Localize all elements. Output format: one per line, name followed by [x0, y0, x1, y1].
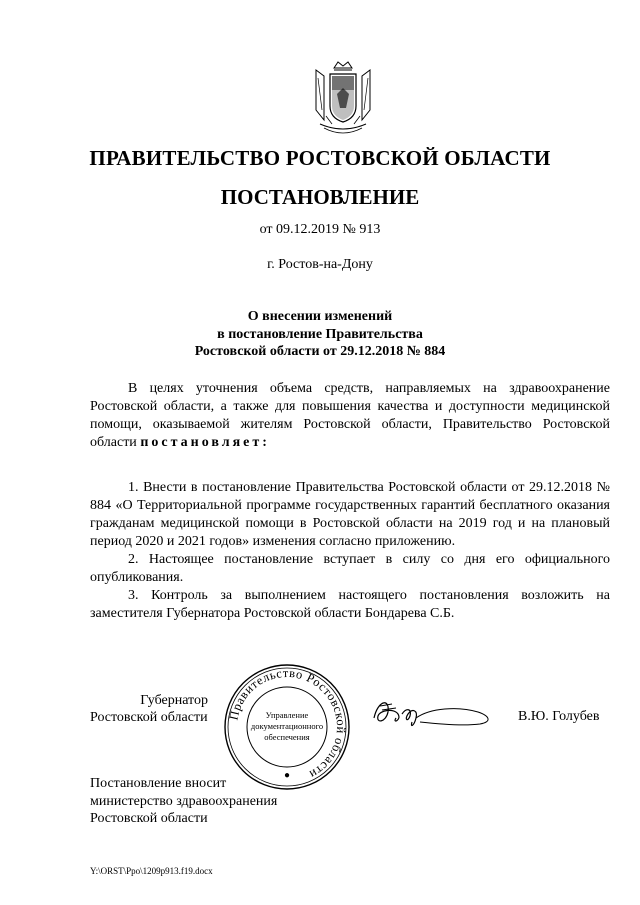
- resolution-items: [90, 479, 610, 623]
- handwritten-signature: [368, 688, 498, 738]
- submitted-by-line: Постановление вносит: [90, 776, 227, 791]
- subject-line: в постановление Правительства: [217, 326, 423, 342]
- stamp-ring-text: Правительство Ростовской области: [226, 665, 349, 782]
- document-type: ПОСТАНОВЛЕНИЕ: [220, 185, 420, 209]
- stamp-inner-line: документационного: [250, 721, 324, 731]
- stamp-inner-line: Управление: [265, 710, 309, 720]
- signer-title-line: Губернатор: [140, 693, 208, 708]
- coat-of-arms-emblem: [310, 60, 376, 140]
- signer-name: В.Ю. Голубев: [518, 709, 600, 724]
- svg-text:●: ●: [283, 770, 291, 781]
- preamble-text: В целях уточнения объема средств, направляемых на здравоохранение Ростовской области, а также для повышения качества и доступности медицинской помощи, оказываемой жителям Ростовской области, Правительство Ростовской области: [90, 381, 610, 450]
- document-city: г. Ростов-на-Дону: [267, 257, 373, 272]
- document-date-number: от 09.12.2019 № 913: [259, 222, 381, 237]
- preamble-paragraph: [90, 380, 610, 452]
- submitted-by-line: Ростовской области: [90, 811, 208, 826]
- official-stamp: [222, 662, 352, 792]
- signer-title-line: Ростовской области: [90, 710, 208, 725]
- stamp-inner-line: обеспечения: [264, 732, 310, 742]
- government-title: ПРАВИТЕЛЬСТВО РОСТОВСКОЙ ОБЛАСТИ: [89, 146, 551, 170]
- subject-line: Ростовской области от 29.12.2018 № 884: [194, 344, 446, 359]
- document-subject: [0, 308, 640, 361]
- submitted-by-line: министерство здравоохранения: [90, 793, 278, 809]
- resolution-item: 3. Контроль за выполнением настоящего постановления возложить на заместителя Губернатора Ростовской области Бондарева С.Б.: [90, 588, 610, 621]
- file-path: Y:\ORST\Ppo\1209p913.f19.docx: [90, 866, 213, 876]
- resolution-item: 2. Настоящее постановление вступает в силу со дня его официального опубликования.: [90, 552, 610, 585]
- signer-title: [90, 692, 220, 726]
- resolution-item: 1. Внести в постановление Правительства Ростовской области от 29.12.2018 № 884 «О Территориальной программе государственных гарантий бесплатного оказания гражданам медицинской помощи в Ростовской области на 2019 год и на плановый период 2020 и 2021 годов» изменения согласно приложению.: [90, 480, 610, 549]
- submitted-by-block: [90, 775, 350, 828]
- subject-line: О внесении изменений: [247, 309, 393, 324]
- decree-word: постановляет:: [140, 435, 270, 450]
